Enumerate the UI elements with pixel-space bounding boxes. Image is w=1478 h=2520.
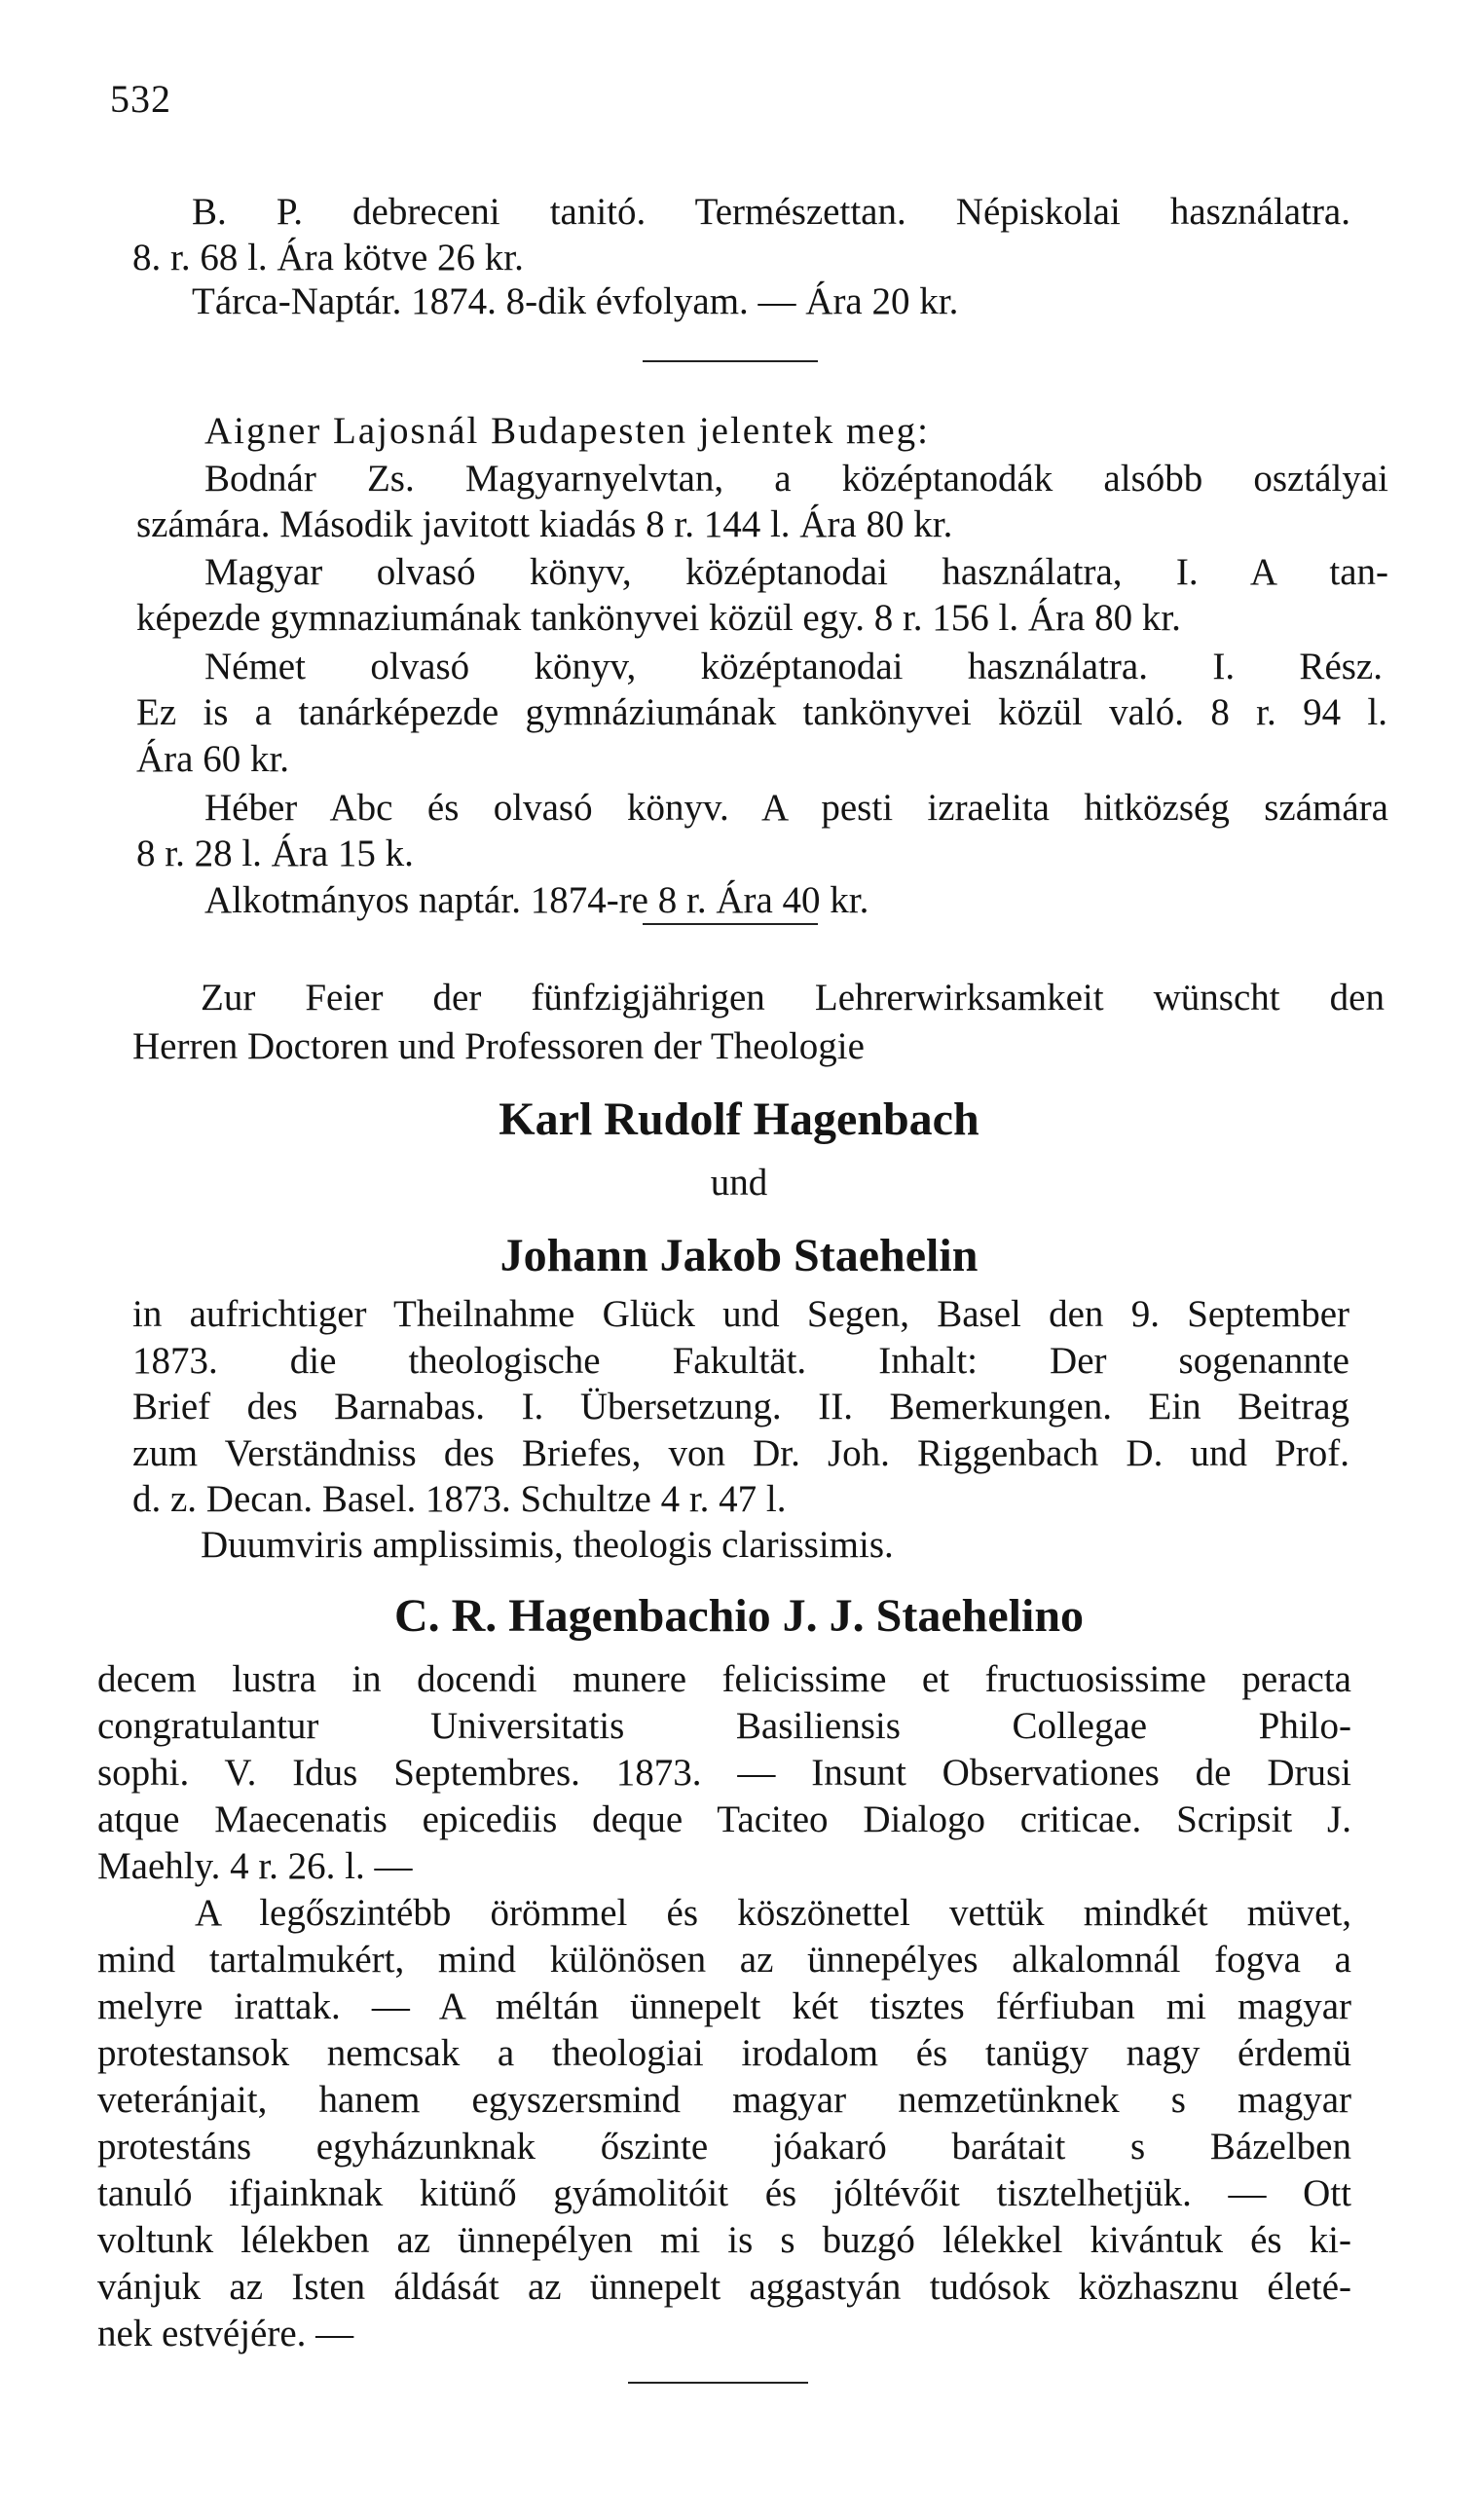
text-line: Tárca-Naptár. 1874. 8-dik évfolyam. — Ára 20 kr. [192, 280, 959, 322]
text-line: számára. Második javitott kiadás 8 r. 144 l. Ára 80 kr. [136, 503, 953, 545]
text-line: 1873. die theologische Fakultät. Inhalt: Der sogenannte [132, 1340, 1349, 1382]
text-line: Alkotmányos naptár. 1874-re 8 r. Ára 40 kr. [204, 879, 869, 921]
text-line: in aufrichtiger Theilnahme Glück und Segen, Basel den 9. September [132, 1293, 1349, 1335]
text-line: 8 r. 28 l. Ára 15 k. [136, 833, 414, 874]
text-line: Brief des Barnabas. I. Übersetzung. II. Bemerkungen. Ein Beitrag [132, 1386, 1349, 1427]
honoree-names-latin: C. R. Hagenbachio J. J. Staehelino [393, 1590, 1085, 1642]
text-line: Zur Feier der fünfzigjährigen Lehrerwirksamkeit wünscht den [201, 977, 1385, 1019]
text-line: Ára 60 kr. [136, 738, 290, 780]
text-line: tanuló ifjainknak kitünő gyámolitóit és jóltévőit tisztelhetjük. — Ott [97, 2172, 1351, 2214]
text-line: Héber Abc és olvasó könyv. A pesti izraelita hitközség számára [204, 787, 1388, 829]
text-line: nek estvéjére. — [97, 2313, 354, 2354]
text-line: sophi. V. Idus Septembres. 1873. — Insunt Observationes de Drusi [97, 1752, 1351, 1794]
text-line: protestáns egyházunknak őszinte jóakaró barátait s Bázelben [97, 2126, 1351, 2168]
publisher-heading: Aigner Lajosnál Budapesten jelentek meg: [204, 410, 930, 452]
divider [643, 923, 818, 925]
text-line: voltunk lélekben az ünnepélyen mi is s buzgó lélekkel kivántuk és ki- [97, 2219, 1351, 2261]
text-line: A legőszintébb örömmel és köszönettel vettük mindkét müvet, [195, 1892, 1351, 1934]
text-line: 8. r. 68 l. Ára kötve 26 kr. [132, 237, 524, 278]
conjunction: und [710, 1162, 768, 1204]
text-line: melyre irattak. — A méltán ünnepelt két tisztes férfiuban mi magyar [97, 1985, 1351, 2027]
text-line: képezde gymnaziumának tankönyvei közül egy. 8 r. 156 l. Ára 80 kr. [136, 597, 1181, 639]
honoree-name-2: Johann Jakob Staehelin [499, 1230, 979, 1281]
honoree-name-1: Karl Rudolf Hagenbach [499, 1093, 979, 1145]
text-line: decem lustra in docendi munere felicissime et fructuosissime peracta [97, 1658, 1351, 1700]
text-line: Magyar olvasó könyv, középtanodai használatra, I. A tan- [204, 551, 1388, 593]
text-line: atque Maecenatis epicediis deque Taciteo Dialogo criticae. Scripsit J. [97, 1798, 1351, 1840]
divider [628, 2382, 808, 2384]
text-line: d. z. Decan. Basel. 1873. Schultze 4 r. 47 l. [132, 1478, 787, 1520]
text-line: congratulantur Universitatis Basiliensis Collegae Philo- [97, 1705, 1351, 1747]
text-line: zum Verständniss des Briefes, von Dr. Joh. Riggenbach D. und Prof. [132, 1432, 1349, 1474]
text-line: protestansok nemcsak a theologiai irodalom és tanügy nagy érdemü [97, 2032, 1351, 2074]
text-line: Ez is a tanárképezde gymnáziumának tankönyvei közül való. 8 r. 94 l. [136, 691, 1387, 733]
text-line: Duumviris amplissimis, theologis clarissimis. [201, 1524, 894, 1566]
text-line: mind tartalmukért, mind különösen az ünnepélyes alkalomnál fogva a [97, 1939, 1351, 1981]
text-line: B. P. debreceni tanitó. Természettan. Népiskolai használatra. [192, 191, 1350, 233]
divider [643, 360, 818, 362]
text-line: Német olvasó könyv, középtanodai használatra. I. Rész. [204, 646, 1383, 687]
text-line: Maehly. 4 r. 26. l. — [97, 1845, 413, 1887]
text-line: Bodnár Zs. Magyarnyelvtan, a középtanodák alsóbb osztályai [204, 458, 1388, 500]
text-line: vánjuk az Isten áldását az ünnepelt aggastyán tudósok közhasznu életé- [97, 2266, 1351, 2308]
page-number: 532 [110, 77, 171, 121]
text-line: Herren Doctoren und Professoren der Theologie [132, 1025, 865, 1067]
text-line: veteránjait, hanem egyszersmind magyar nemzetünknek s magyar [97, 2079, 1351, 2121]
